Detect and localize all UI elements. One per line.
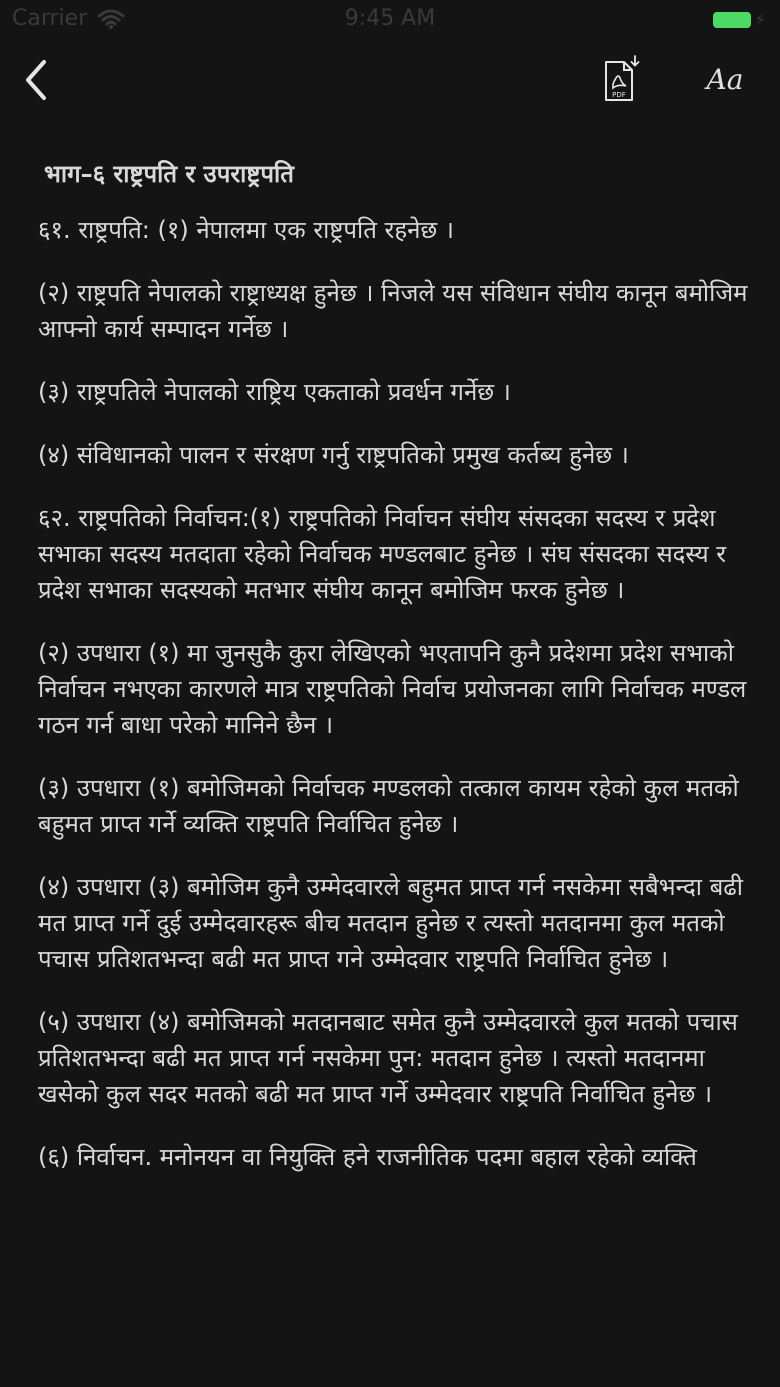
font-size-button[interactable]: Aa <box>706 63 744 96</box>
paragraph: (४) उपधारा (३) बमोजिम कुनै उम्मेदवारले बहुमत प्राप्त गर्न नसकेमा सबैभन्दा बढी मत प्राप्त गर्ने दुई उम्मेदवारहरू बीच मतदान हुनेछ र त्यस्तो मतदानमा कुल मतको पचास प्रतिशतभन्दा बढी मत प्राप्त गने उम्मेदवार राष्ट्रपति निर्वाचित हुनेछ । <box>38 873 744 973</box>
battery-icon <box>713 12 751 28</box>
paragraph: (३) राष्ट्रपतिले नेपालको राष्ट्रिय एकताको प्रवर्धन गर्नेछ । <box>38 378 511 406</box>
pdf-icon-label: PDF <box>612 91 626 99</box>
paragraph: (२) उपधारा (१) मा जुनसुकै कुरा लेखिएको भएतापनि कुनै प्रदेशमा प्रदेश सभाको निर्वाचन नभएका कारणले मात्र राष्ट्रपतिको निर्वाच प्रयोजनका लागि निर्वाचक मण्डल गठन गर्न बाधा परेको मानिने छैन । <box>38 639 747 739</box>
chevron-left-icon <box>18 56 58 104</box>
carrier-label: Carrier <box>12 6 88 31</box>
status-time: 9:45 AM <box>344 6 436 31</box>
charging-bolt-icon: ⚡ <box>754 10 766 29</box>
paragraph: (२) राष्ट्रपति नेपालको राष्ट्राध्यक्ष हुनेछ । निजले यस संविधान संघीय कानून बमोजिम आफ्नो कार्य सम्पादन गर्नेछ । <box>38 279 748 343</box>
paragraph: (३) उपधारा (१) बमोजिमको निर्वाचक मण्डलको तत्काल कायम रहेको कुल मतको बहुमत प्राप्त गर्ने व्यक्ति राष्ट्रपति निर्वाचित हुनेछ । <box>38 774 739 838</box>
nav-bar <box>0 44 780 116</box>
pdf-download-button[interactable] <box>598 54 642 106</box>
paragraph: (६) निर्वाचन. मनोनयन वा नियुक्ति हने राजनीतिक पदमा बहाल रहेको व्यक्ति <box>38 1143 697 1171</box>
paragraph: (४) संविधानको पालन र संरक्षण गर्नु राष्ट्रपतिको प्रमुख कर्तब्य हुनेछ । <box>38 441 629 469</box>
paragraph: ६२. राष्ट्रपतिको निर्वाचन:(१) राष्ट्रपतिको निर्वाचन संघीय संसदका सदस्य र प्रदेश सभाका सदस्य मतदाता रहेको निर्वाचक मण्डलबाट हुनेछ । संघ संसदका सदस्य र प्रदेश सभाका सदस्यको मतभार संघीय कानून बमोजिम फरक हुनेछ । <box>38 504 727 604</box>
pdf-download-icon <box>598 54 642 106</box>
back-button[interactable] <box>18 56 58 104</box>
paragraph: (५) उपधारा (४) बमोजिमको मतदानबाट समेत कुनै उम्मेदवारले कुल मतको पचास प्रतिशतभन्दा बढी मत प्राप्त गर्न नसकेमा पुन: मतदान हुनेछ । त्यस्तो मतदानमा खसेको कुल सदर मतको बढी मत प्राप्त गर्ने उम्मेदवार राष्ट्रपति निर्वाचित हुनेछ । <box>38 1008 738 1108</box>
document-content <box>38 152 752 1352</box>
status-bar <box>0 0 780 40</box>
paragraph: ६१. राष्ट्रपति: (१) नेपालमा एक राष्ट्रपति रहनेछ । <box>38 216 454 244</box>
battery-indicator <box>713 10 766 29</box>
section-title: भाग–६ राष्ट्रपति र उपराष्ट्रपति <box>44 160 294 188</box>
